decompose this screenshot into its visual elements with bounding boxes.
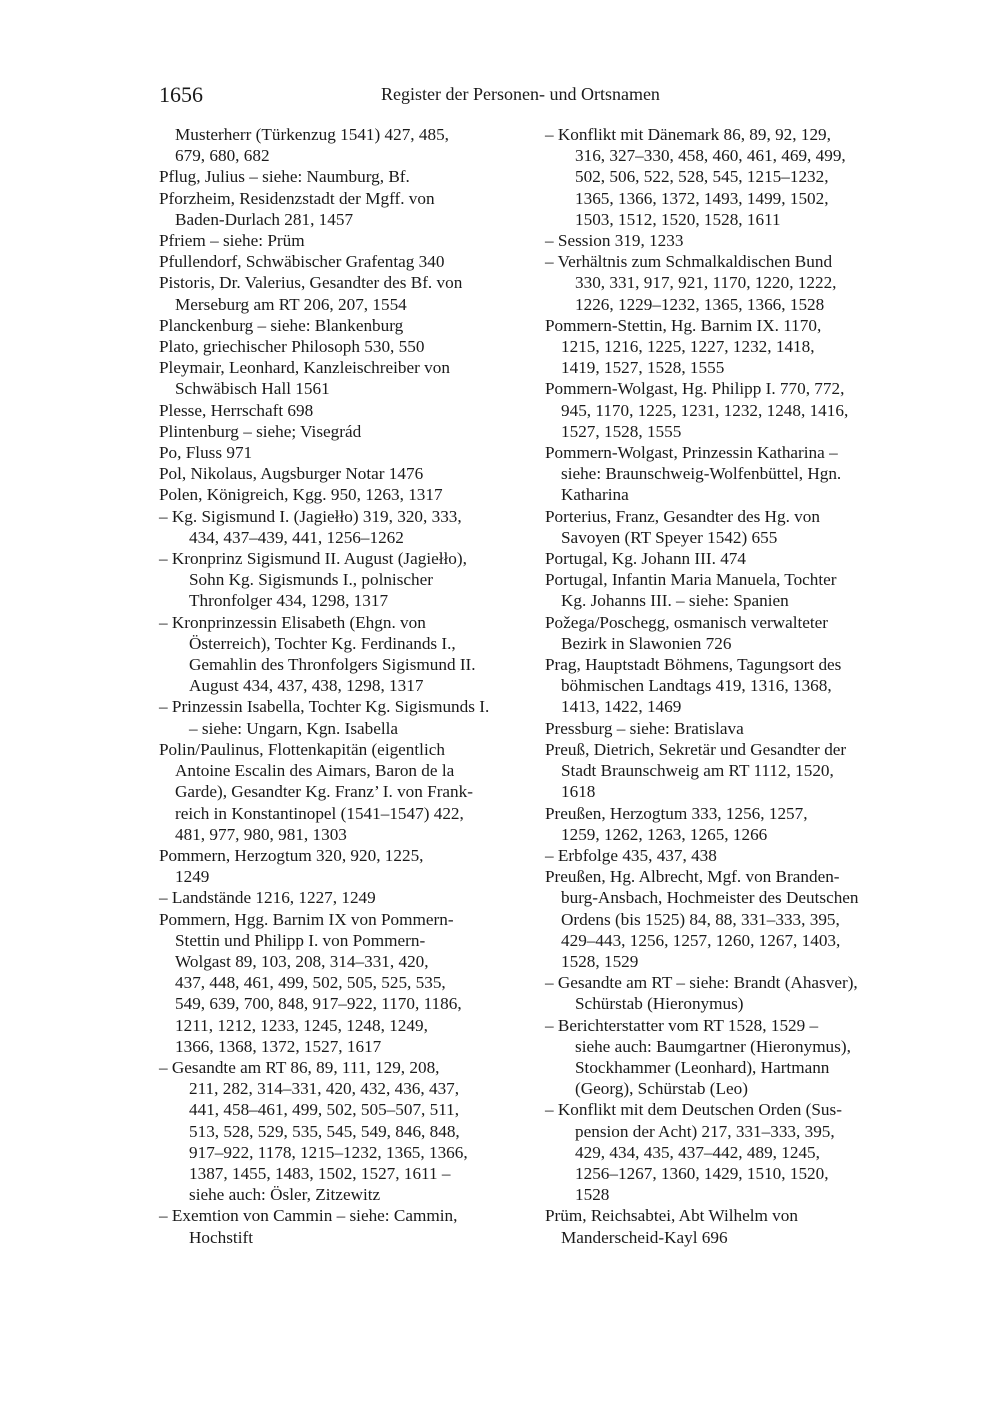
index-entry-line: böhmischen Landtags 419, 1316, 1368,	[561, 676, 832, 696]
index-entry	[545, 124, 917, 230]
index-entry-line: Schwäbisch Hall 1561	[175, 379, 330, 399]
index-entry-line: Preußen, Hg. Albrecht, Mgf. von Branden-	[545, 867, 840, 887]
index-entry-line: 1419, 1527, 1528, 1555	[561, 358, 725, 378]
index-entry-line: Manderscheid-Kayl 696	[561, 1227, 728, 1247]
index-entry-line: Thronfolger 434, 1298, 1317	[189, 591, 389, 611]
index-entry	[159, 166, 531, 187]
index-entry-line: Hochstift	[189, 1227, 253, 1247]
index-entry	[545, 378, 917, 442]
index-entry-line: siehe auch: Ösler, Zitzewitz	[189, 1185, 381, 1205]
index-entry-line: – Session 319, 1233	[545, 231, 684, 251]
index-entry-line: 437, 448, 461, 499, 502, 505, 525, 535,	[175, 973, 446, 993]
index-entry	[159, 1057, 531, 1205]
index-entry-line: 1387, 1455, 1483, 1502, 1527, 1611 –	[189, 1163, 451, 1183]
index-entry-line: 502, 506, 522, 528, 545, 1215–1232,	[575, 167, 829, 187]
index-entry	[159, 421, 531, 442]
index-entry-line: – Gesandte am RT – siehe: Brandt (Ahasver),	[545, 973, 858, 993]
index-entry-line: pension der Acht) 217, 331–333, 395,	[575, 1121, 835, 1141]
index-entry-line: Antoine Escalin des Aimars, Baron de la	[175, 761, 455, 781]
index-entry-line: Polen, Königreich, Kgg. 950, 1263, 1317	[159, 485, 443, 505]
index-entry-line: 1259, 1262, 1263, 1265, 1266	[561, 824, 768, 844]
index-entry-line: 1413, 1422, 1469	[561, 697, 682, 717]
index-entry-line: Plintenburg – siehe; Visegrád	[159, 421, 362, 441]
index-entry-line: Kg. Johanns III. – siehe: Spanien	[561, 591, 789, 611]
index-entry	[545, 718, 917, 739]
index-entry-line: Stockhammer (Leonhard), Hartmann	[575, 1057, 830, 1077]
index-entry	[545, 569, 917, 611]
index-entry	[159, 357, 531, 399]
index-entry-line: Baden-Durlach 281, 1457	[175, 209, 354, 229]
index-entry	[159, 463, 531, 484]
index-entry	[159, 484, 531, 505]
index-entry	[159, 739, 531, 845]
index-entry	[545, 866, 917, 972]
index-entry-line: Schürstab (Hieronymus)	[575, 994, 744, 1014]
index-entry-line: – Kg. Sigismund I. (Jagiełło) 319, 320, 333,	[159, 506, 462, 526]
index-entry-line: 316, 327–330, 458, 460, 461, 469, 499,	[575, 146, 846, 166]
index-entry-line: Österreich), Tochter Kg. Ferdinands I.,	[189, 633, 456, 653]
index-entry-line: Stettin und Philipp I. von Pommern-	[175, 930, 426, 950]
index-entry-line: Pommern, Herzogtum 320, 920, 1225,	[159, 845, 424, 865]
index-entry	[159, 251, 531, 272]
index-entry-line: (Georg), Schürstab (Leo)	[575, 1079, 748, 1099]
index-entry-line: Pommern-Wolgast, Prinzessin Katharina –	[545, 443, 838, 463]
index-entry-line: 481, 977, 980, 981, 1303	[175, 824, 347, 844]
index-entry	[159, 336, 531, 357]
index-column-right	[545, 124, 917, 1248]
index-entry-line: 434, 437–439, 441, 1256–1262	[189, 527, 404, 547]
index-entry	[545, 1099, 917, 1205]
index-entry-line: Preuß, Dietrich, Sekretär und Gesandter der	[545, 739, 847, 759]
index-entry-line: – siehe: Ungarn, Kgn. Isabella	[189, 718, 399, 738]
index-entry-line: 1256–1267, 1360, 1429, 1510, 1520,	[575, 1163, 829, 1183]
index-entry-line: Pressburg – siehe: Bratislava	[545, 718, 744, 738]
index-entry-line: Pommern-Stettin, Hg. Barnim IX. 1170,	[545, 315, 822, 335]
index-entry-line: 513, 528, 529, 535, 545, 549, 846, 848,	[189, 1121, 460, 1141]
index-entry-line: reich in Konstantinopel (1541–1547) 422,	[175, 803, 464, 823]
index-entry	[159, 315, 531, 336]
index-entry-line: Bezirk in Slawonien 726	[561, 633, 732, 653]
index-entry-line: 330, 331, 917, 921, 1170, 1220, 1222,	[575, 273, 837, 293]
running-head: Register der Personen- und Ortsnamen	[381, 84, 660, 104]
index-entry-line: 429, 434, 435, 437–442, 489, 1245,	[575, 1142, 820, 1162]
index-entry-line: Portugal, Kg. Johann III. 474	[545, 549, 746, 569]
index-entry	[545, 612, 917, 654]
index-entry-line: siehe: Braunschweig-Wolfenbüttel, Hgn.	[561, 464, 842, 484]
index-entry-line: – Berichterstatter vom RT 1528, 1529 –	[545, 1015, 819, 1035]
index-entry-line: Pfriem – siehe: Prüm	[159, 231, 305, 251]
index-entry-line: – Gesandte am RT 86, 89, 111, 129, 208,	[159, 1057, 440, 1077]
index-entry-line: – Exemtion von Cammin – siehe: Cammin,	[159, 1206, 458, 1226]
index-entry-line: 945, 1170, 1225, 1231, 1232, 1248, 1416,	[561, 400, 849, 420]
index-entry	[159, 548, 531, 612]
index-entry-line: Prag, Hauptstadt Böhmens, Tagungsort des	[545, 655, 842, 675]
index-entry	[159, 124, 531, 166]
index-entry-line: Pforzheim, Residenzstadt der Mgff. von	[159, 188, 435, 208]
index-entry-line: – Verhältnis zum Schmalkaldischen Bund	[545, 252, 833, 272]
index-entry	[159, 887, 531, 908]
index-entry-line: 917–922, 1178, 1215–1232, 1365, 1366,	[189, 1142, 468, 1162]
index-entry-line: Pol, Nikolaus, Augsburger Notar 1476	[159, 464, 424, 484]
index-entry-line: Pommern, Hgg. Barnim IX von Pommern-	[159, 909, 454, 929]
index-entry-line: Ordens (bis 1525) 84, 88, 331–333, 395,	[561, 909, 840, 929]
index-entry	[545, 1015, 917, 1100]
index-entry-line: – Konflikt mit dem Deutschen Orden (Sus-	[545, 1100, 842, 1120]
index-entry-line: 679, 680, 682	[175, 146, 270, 166]
index-entry	[545, 251, 917, 315]
index-entry-line: Prüm, Reichsabtei, Abt Wilhelm von	[545, 1206, 798, 1226]
index-entry-line: 429–443, 1256, 1257, 1260, 1267, 1403,	[561, 930, 841, 950]
index-entry	[159, 272, 531, 314]
index-entry-line: siehe auch: Baumgartner (Hieronymus),	[575, 1036, 851, 1056]
index-entry	[159, 506, 531, 548]
index-entry-line: 1618	[561, 782, 596, 802]
index-entry-line: – Kronprinzessin Elisabeth (Ehgn. von	[159, 612, 426, 632]
index-entry	[159, 400, 531, 421]
index-entry	[545, 315, 917, 379]
index-entry	[159, 442, 531, 463]
index-entry	[545, 654, 917, 718]
index-entry-line: 1528	[575, 1185, 610, 1205]
index-entry	[545, 442, 917, 506]
index-entry-line: Porterius, Franz, Gesandter des Hg. von	[545, 506, 820, 526]
page-header	[159, 82, 909, 108]
index-entry-line: Sohn Kg. Sigismunds I., polnischer	[189, 570, 433, 590]
index-entry	[159, 612, 531, 697]
index-entry-line: 1366, 1368, 1372, 1527, 1617	[175, 1036, 382, 1056]
index-entry-line: – Landstände 1216, 1227, 1249	[159, 888, 376, 908]
index-entry-line: Garde), Gesandter Kg. Franz’ I. von Frank-	[175, 782, 473, 802]
index-entry-line: – Konflikt mit Dänemark 86, 89, 92, 129,	[545, 125, 831, 144]
index-entry-line: August 434, 437, 438, 1298, 1317	[189, 676, 424, 696]
index-entry	[159, 230, 531, 251]
index-entry-line: – Prinzessin Isabella, Tochter Kg. Sigismunds I.	[159, 697, 490, 717]
index-entry	[545, 972, 917, 1014]
index-entry-line: 1211, 1212, 1233, 1245, 1248, 1249,	[175, 1015, 428, 1035]
index-entry-line: 1527, 1528, 1555	[561, 421, 682, 441]
index-entry-line: Merseburg am RT 206, 207, 1554	[175, 294, 407, 314]
index-entry-line: Wolgast 89, 103, 208, 314–331, 420,	[175, 951, 429, 971]
index-entry	[545, 739, 917, 803]
index-entry	[159, 845, 531, 887]
index-entry-line: Pistoris, Dr. Valerius, Gesandter des Bf. von	[159, 273, 463, 293]
index-entry-line: Stadt Braunschweig am RT 1112, 1520,	[561, 761, 834, 781]
index-entry	[159, 188, 531, 230]
index-entry-line: 1365, 1366, 1372, 1493, 1499, 1502,	[575, 188, 829, 208]
index-entry-line: Požega/Poschegg, osmanisch verwalteter	[545, 612, 829, 632]
index-entry	[545, 803, 917, 845]
index-entry-line: Plesse, Herrschaft 698	[159, 400, 314, 420]
index-entry-line: Po, Fluss 971	[159, 443, 253, 463]
index-entry-line: Preußen, Herzogtum 333, 1256, 1257,	[545, 803, 808, 823]
index-entry	[159, 696, 531, 738]
index-entry-line: Pflug, Julius – siehe: Naumburg, Bf.	[159, 167, 410, 187]
index-entry-line: 1249	[175, 867, 210, 887]
index-entry	[545, 845, 917, 866]
index-entry-line: Pfullendorf, Schwäbischer Grafentag 340	[159, 252, 445, 272]
index-entry-line: Portugal, Infantin Maria Manuela, Tochter	[545, 570, 837, 590]
index-entry-line: 441, 458–461, 499, 502, 505–507, 511,	[189, 1100, 460, 1120]
index-column-left	[159, 124, 531, 1248]
index-entry-line: 549, 639, 700, 848, 917–922, 1170, 1186,	[175, 994, 462, 1014]
index-entry-line: Pommern-Wolgast, Hg. Philipp I. 770, 772,	[545, 379, 845, 399]
index-entry	[545, 1205, 917, 1247]
index-entry-line: burg-Ansbach, Hochmeister des Deutschen	[561, 888, 859, 908]
index-entry	[159, 1205, 531, 1247]
index-entry-line: 211, 282, 314–331, 420, 432, 436, 437,	[189, 1079, 460, 1099]
index-entry	[545, 506, 917, 548]
index-entry-line: Musterherr (Türkenzug 1541) 427, 485,	[175, 125, 449, 144]
index-entry-line: 1215, 1216, 1225, 1227, 1232, 1418,	[561, 337, 815, 357]
index-entry-line: Pleymair, Leonhard, Kanzleischreiber von	[159, 358, 450, 378]
index-entry	[159, 909, 531, 1057]
index-entry-line: Plato, griechischer Philosoph 530, 550	[159, 337, 425, 357]
index-entry-line: 1226, 1229–1232, 1365, 1366, 1528	[575, 294, 825, 314]
index-entry-line: – Kronprinz Sigismund II. August (Jagiełło),	[159, 549, 467, 569]
page-number: 1656	[159, 82, 203, 107]
index-entry	[545, 230, 917, 251]
index-entry	[545, 548, 917, 569]
index-entry-line: Katharina	[561, 485, 629, 505]
index-entry-line: – Erbfolge 435, 437, 438	[545, 845, 717, 865]
index-entry-line: 1528, 1529	[561, 951, 639, 971]
index-entry-line: Planckenburg – siehe: Blankenburg	[159, 315, 404, 335]
index-entry-line: Savoyen (RT Speyer 1542) 655	[561, 527, 778, 547]
index-entry-line: Gemahlin des Thronfolgers Sigismund II.	[189, 655, 476, 675]
index-entry-line: Polin/Paulinus, Flottenkapitän (eigentlich	[159, 739, 445, 759]
index-entry-line: 1503, 1512, 1520, 1528, 1611	[575, 209, 781, 229]
